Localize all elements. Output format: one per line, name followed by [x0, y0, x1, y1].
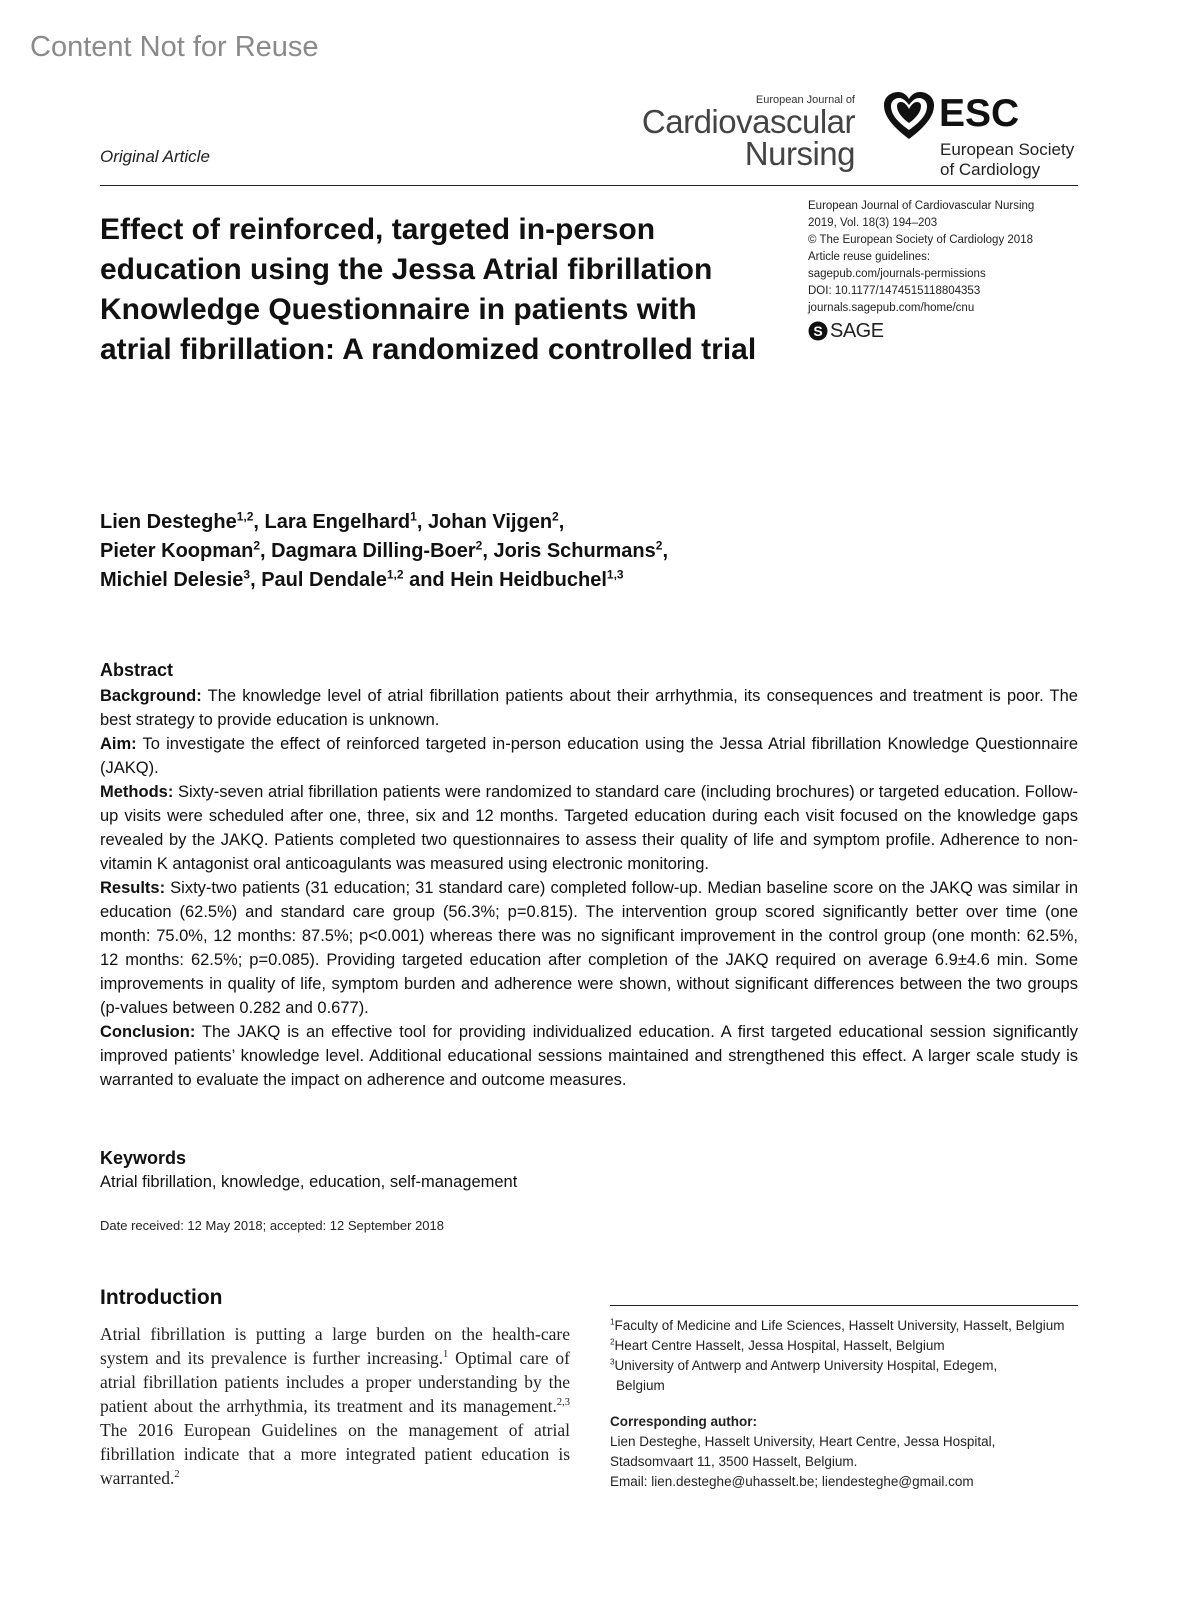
author-separator: ,: [250, 569, 262, 591]
meta-journal: European Journal of Cardiovascular Nursing: [808, 200, 1035, 212]
meta-home-link[interactable]: journals.sagepub.com/home/cnu: [808, 302, 975, 314]
results-label: Results:: [100, 879, 166, 897]
author-affiliation-marker: 2: [253, 538, 261, 553]
methods-text: Sixty-seven atrial fibrillation patients were randomized to standard care (including brochures) or targeted education. Follow-up visits were scheduled after one, three, six and 12 months. Targeted education during each visit focused on the knowledge gaps revealed by the JAKQ. Patients completed two questionnaires to assess their quality of life and symptom profile. Adherence to non-vitamin K antagonist oral anticoagulants was measured using electronic monitoring.: [100, 783, 1078, 873]
author-separator: ,: [253, 511, 265, 533]
meta-reuse-link[interactable]: sagepub.com/journals-permissions: [808, 268, 986, 280]
abstract-section: [100, 656, 1078, 1092]
meta-volume: 2019, Vol. 18(3) 194–203: [808, 217, 938, 229]
affiliation-number: 1: [610, 1317, 615, 1327]
affiliation-number: 2: [610, 1337, 615, 1347]
author-affiliation-marker: 2: [475, 538, 483, 553]
author-line: [100, 566, 900, 595]
author-separator: ,: [260, 540, 272, 562]
keywords-heading: Keywords: [100, 1148, 187, 1168]
aim-label: Aim:: [100, 735, 137, 753]
author-list: [100, 508, 900, 595]
author-affiliation-marker: 1,2: [236, 509, 254, 524]
keywords-list: Atrial fibrillation, knowledge, education, self-management: [100, 1173, 518, 1191]
conclusion-label: Conclusion:: [100, 1023, 196, 1041]
esc-logo: [883, 92, 1083, 182]
author-name: Lara Engelhard: [264, 511, 411, 533]
esc-abbreviation: ESC: [939, 92, 1020, 135]
intro-text: Optimal care of atrial fibrillation patients includes a proper understanding by the patient about the arrhythmia, its treatment and its management.: [100, 1348, 570, 1416]
affiliations-list: [610, 1316, 1078, 1396]
affiliation-item: [610, 1336, 1078, 1356]
svg-text:S: S: [813, 323, 823, 339]
author-affiliation-marker: 1,2: [386, 567, 404, 582]
author-name: Joris Schurmans: [493, 540, 656, 562]
author-separator: ,: [662, 540, 669, 562]
abstract-methods: [100, 780, 1078, 876]
abstract-aim: [100, 732, 1078, 780]
affiliation-item: [610, 1356, 1078, 1376]
author-separator: and: [403, 569, 451, 591]
affiliation-text: Faculty of Medicine and Life Sciences, Hasselt University, Hasselt, Belgium: [614, 1318, 1065, 1333]
corresponding-line: Stadsomvaart 11, 3500 Hasselt, Belgium.: [610, 1454, 858, 1469]
author-affiliation-marker: 2: [655, 538, 663, 553]
introduction-heading: Introduction: [100, 1286, 223, 1309]
citation-marker[interactable]: 2,3: [556, 1397, 570, 1409]
author-line: [100, 508, 900, 537]
citation-marker[interactable]: 2: [174, 1469, 180, 1481]
citation-marker[interactable]: 1: [443, 1349, 449, 1361]
author-line: [100, 537, 900, 566]
received-dates: Date received: 12 May 2018; accepted: 12 September 2018: [100, 1218, 444, 1233]
meta-doi[interactable]: DOI: 10.1177/1474515118804353: [808, 285, 981, 297]
author-name: Pieter Koopman: [100, 540, 254, 562]
intro-text: Atrial fibrillation is putting a large burden on the health-care system and its prevalence is further increasing.: [100, 1324, 570, 1368]
affiliation-continuation: Belgium: [616, 1378, 665, 1393]
article-type: Original Article: [100, 147, 210, 166]
affiliation-number: 3: [610, 1357, 615, 1367]
esc-name-line1: European Society: [940, 140, 1075, 159]
sage-icon: [808, 321, 828, 341]
watermark-text: Content Not for Reuse: [30, 31, 319, 63]
author-name: Lien Desteghe: [100, 511, 237, 533]
abstract-conclusion: [100, 1020, 1078, 1092]
corresponding-email[interactable]: Email: lien.desteghe@uhasselt.be; liendesteghe@gmail.com: [610, 1474, 974, 1489]
corresponding-heading: Corresponding author:: [610, 1414, 757, 1429]
esc-name-line2: of Cardiology: [940, 160, 1041, 179]
journal-logo-small-text: European Journal of: [755, 94, 855, 106]
author-name: Paul Dendale: [261, 569, 387, 591]
keywords-section: [100, 1146, 517, 1194]
background-text: The knowledge level of atrial fibrillation patients about their arrhythmia, its consequences and treatment is poor. The best strategy to provide education is unknown.: [100, 687, 1078, 729]
aim-text: To investigate the effect of reinforced targeted in-person education using the Jessa Atrial fibrillation Knowledge Questionnaire (JAKQ).: [100, 735, 1078, 777]
journal-metadata: [808, 198, 1034, 341]
author-name: Hein Heidbuchel: [450, 569, 607, 591]
methods-label: Methods:: [100, 783, 174, 801]
journal-logo-line1: Cardiovascular: [641, 103, 855, 140]
author-affiliation-marker: 1,3: [606, 567, 624, 582]
header-divider: [100, 185, 1078, 186]
abstract-background: [100, 684, 1078, 732]
esc-heart-icon: [883, 92, 935, 142]
introduction-body: [100, 1322, 570, 1490]
sage-logo-text: SAGE: [830, 319, 884, 342]
intro-text: The 2016 European Guidelines on the management of atrial fibrillation indicate that a more integrated patient education is warranted.: [100, 1420, 570, 1488]
conclusion-text: The JAKQ is an effective tool for providing individualized education. A first targeted educational session significantly improved patients’ knowledge level. Additional educational sessions maintained and strengthened this effect. A larger scale study is warranted to evaluate the impact on adherence and outcome measures.: [100, 1023, 1078, 1089]
author-separator: ,: [482, 540, 494, 562]
abstract-results: [100, 876, 1078, 1020]
meta-copyright: © The European Society of Cardiology 2018: [808, 234, 1033, 246]
affiliation-text: Heart Centre Hasselt, Jessa Hospital, Hasselt, Belgium: [614, 1338, 945, 1353]
author-name: Michiel Delesie: [100, 569, 244, 591]
sage-logo: [808, 321, 1034, 341]
affiliation-item: [610, 1316, 1078, 1336]
article-title: Effect of reinforced, targeted in-person education using the Jessa Atrial fibrillation Knowledge Questionnaire in patients with atrial fibrillation: A randomized controlled trial: [100, 213, 757, 366]
results-text: Sixty-two patients (31 education; 31 standard care) completed follow-up. Median baseline score on the JAKQ was similar in education (62.5%) and standard care group (56.3%; p=0.815). The intervention group scored significantly better over time (one month: 75.0%, 12 months: 87.5%; p<0.001) whereas there was no significant improvement in the control group (one month: 62.5%, 12 months: 62.5%; p=0.085). Providing targeted education after completion of the JAKQ required on average 6.9±4.6 min. Some improvements in quality of life, symptom burden and adherence were shown, without significant differences between the two groups (p-values between 0.282 and 0.677).: [100, 879, 1078, 1017]
author-affiliation-marker: 3: [243, 567, 251, 582]
journal-logo-line2: Nursing: [744, 135, 855, 172]
affiliation-text: University of Antwerp and Antwerp University Hospital, Edegem,: [614, 1358, 998, 1373]
corresponding-line: Lien Desteghe, Hasselt University, Heart Centre, Jessa Hospital,: [610, 1434, 996, 1449]
author-affiliation-marker: 2: [552, 509, 559, 524]
journal-logo: [641, 94, 855, 176]
footnote-divider: [610, 1305, 1078, 1306]
corresponding-author: [610, 1412, 1078, 1492]
author-name: Dagmara Dilling-Boer: [271, 540, 476, 562]
background-label: Background:: [100, 687, 202, 705]
author-separator: ,: [558, 511, 565, 533]
author-name: Johan Vijgen: [427, 511, 553, 533]
abstract-heading: Abstract: [100, 660, 174, 680]
meta-reuse: Article reuse guidelines:: [808, 251, 931, 263]
author-separator: ,: [416, 511, 428, 533]
author-affiliation-marker: 1: [410, 509, 417, 524]
